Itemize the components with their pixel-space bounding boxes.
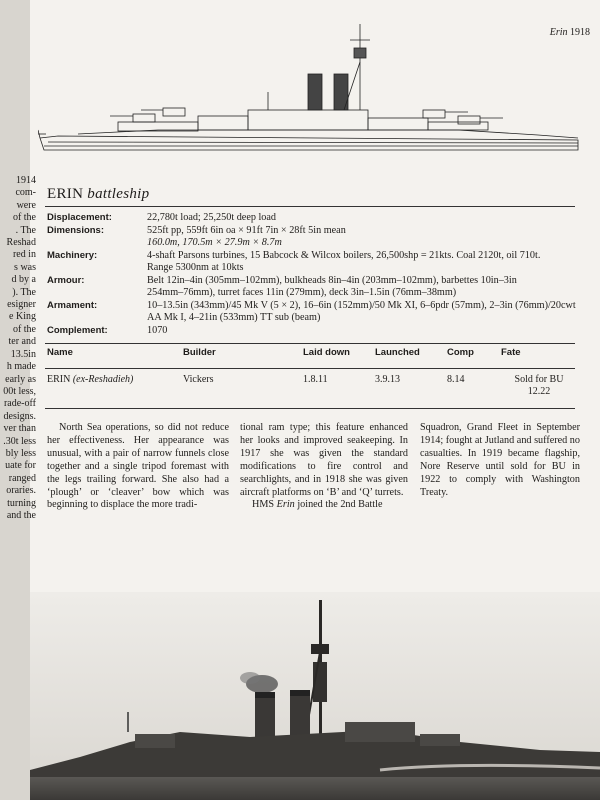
facing-page-fragment: com- (15, 187, 36, 199)
header-laid-down: Laid down (303, 347, 350, 358)
facing-page-fragment: rade-off (3, 398, 36, 410)
facing-page-fragment: d by a (11, 274, 36, 286)
cell-fate-line1: Sold for BU (514, 374, 564, 385)
spec-value (147, 325, 577, 338)
spec-label: Armament: (47, 299, 98, 311)
facing-page-fragment: .30t less (3, 435, 36, 447)
spec-value-line: 525ft pp, 559ft 6in oa × 91ft 7in × 28ft 5in mean (147, 224, 346, 236)
facing-page-fragment: ver than (3, 423, 36, 435)
spec-row (47, 250, 577, 275)
facing-page-fragment: Reshad (6, 237, 36, 249)
header-builder: Builder (183, 347, 216, 358)
facing-page-text-fragments (0, 175, 38, 555)
spec-value (147, 275, 577, 300)
facing-page-fragment: esigner (7, 299, 36, 311)
running-head-ship: Erin (549, 27, 568, 38)
facing-page-fragment: ranged (8, 472, 36, 484)
body-paragraph (240, 499, 408, 512)
cell-builder: Vickers (183, 374, 214, 385)
spec-value (147, 212, 577, 225)
spec-row (47, 300, 577, 325)
table-row (47, 374, 577, 402)
header-name: Name (47, 347, 73, 358)
spec-value (147, 300, 577, 325)
spec-value (147, 225, 577, 250)
spec-value-line: Belt 12in–4in (305mm–102mm), bulkheads 8in–4in (203mm–102mm), barbettes 10in–3in (147, 274, 517, 286)
ship-name: ERIN (47, 186, 84, 202)
specifications-block (47, 212, 577, 337)
facing-page-fragment: . The (15, 224, 36, 236)
body-paragraph: Squadron, Grand Fleet in September 1914; fought at Jutland and suffered no casualties. In 1919 became flagship, Nore Reserve until sold for BU in 1922 to comply with Washington Treaty. (420, 422, 580, 498)
spec-value-line: Range 5300nm at 10kts (147, 262, 244, 273)
spec-value-line: AA Mk I, 4–21in (533mm) TT sub (beam) (147, 312, 321, 323)
facing-page-fragment: 00t less, (3, 385, 36, 397)
facing-page-fragment: ). The (12, 286, 36, 298)
ship-photograph (0, 592, 600, 800)
cell-name-main: ERIN (47, 374, 71, 385)
table-top-rule (45, 343, 575, 344)
header-comp: Comp (447, 347, 474, 358)
title-rule (45, 206, 575, 207)
ship-title (47, 186, 149, 203)
header-fate: Fate (501, 347, 521, 358)
facing-page-fragment: uate for (5, 460, 36, 472)
facing-page-fragment: h made (6, 361, 36, 373)
facing-page-fragment: of the (12, 212, 36, 224)
cell-name (47, 374, 133, 386)
spec-metric-line: 160.0m, 170.5m × 27.9m × 8.7m (147, 237, 282, 248)
build-table-header (47, 347, 577, 361)
body-column-1 (47, 422, 229, 512)
cell-fate (501, 374, 577, 398)
facing-page-fragment: turning (7, 497, 36, 509)
table-header-rule (45, 368, 575, 369)
facing-page-fragment: red in (12, 249, 36, 261)
facing-page-fragment: early as (5, 373, 36, 385)
cell-laid-down: 1.8.11 (303, 374, 328, 385)
spec-label: Complement: (47, 324, 108, 336)
facing-page-fragment: ter and (8, 336, 36, 348)
text-fragment: HMS (252, 499, 277, 511)
spec-row (47, 212, 577, 225)
facing-page-fragment: 13.5in (10, 348, 36, 360)
facing-page-fragment: were (16, 199, 36, 211)
ship-type: battleship (87, 186, 150, 202)
spec-row (47, 325, 577, 338)
spec-value (147, 250, 577, 275)
facing-page-fragment: oraries. (6, 485, 36, 497)
spec-row (47, 275, 577, 300)
text-ship-name: Erin (276, 499, 295, 511)
spec-value-line: 22,780t load; 25,250t deep load (147, 212, 277, 223)
running-head-year: 1918 (570, 27, 590, 38)
facing-page-fragment: bly less (5, 447, 36, 459)
spec-value-line: 4-shaft Parsons turbines, 15 Babcock & Wilcox boilers, 26,500shp = 21kts. Coal 2120t, oil 710t. (147, 249, 541, 261)
facing-page-fragment: of the (12, 323, 36, 335)
spec-label: Machinery: (47, 249, 98, 261)
cell-fate-line2: 12.22 (527, 386, 551, 397)
header-launched: Launched (375, 347, 420, 358)
spec-value-line: 10–13.5in (343mm)/45 Mk V (5 × 2), 16–6in (152mm)/50 Mk XI, 6–6pdr (57mm), 2–3in (76mm)/20cwt (147, 299, 576, 311)
facing-page-fragment: s was (14, 261, 36, 273)
cell-name-ex: (ex-Reshadieh) (72, 374, 134, 385)
spec-value-line: 254mm–76mm), turret faces 11in (279mm), deck 3in–1.5in (76mm–38mm) (147, 287, 457, 298)
spec-label: Dimensions: (47, 224, 105, 236)
facing-page-fragment: and the (6, 509, 36, 521)
ship-profile-drawing (38, 22, 583, 162)
spec-label: Armour: (47, 274, 85, 286)
body-column-3 (420, 422, 580, 499)
body-column-2 (240, 422, 408, 512)
text-fragment: joined the 2nd Battle (294, 499, 383, 511)
spec-row (47, 225, 577, 250)
table-bottom-rule (45, 408, 575, 409)
facing-page-fragment: 1914 (16, 175, 36, 186)
facing-page-fragment: designs. (3, 410, 36, 422)
cell-launched: 3.9.13 (375, 374, 400, 385)
body-paragraph: tional ram type; this feature enhanced her looks and improved seakeeping. In 1917 she was given the standard modifications to fire control and searchlights, and in 1918 she was given aircraft platforms on ‘B’ and ‘Q’ turrets. (240, 422, 408, 498)
cell-comp: 8.14 (447, 374, 465, 385)
spec-value-line: 1070 (147, 324, 168, 336)
facing-page-fragment: e King (9, 311, 36, 323)
spec-label: Displacement: (47, 212, 112, 223)
body-paragraph: North Sea operations, so did not reduce her effectiveness. Her appearance was unusual, with a pair of narrow funnels close together and a single tripod foremast with the legs trailing forward. She also had a ‘plough’ or ‘cleaver’ bow which was beginning to displace the more tradi- (47, 422, 229, 511)
